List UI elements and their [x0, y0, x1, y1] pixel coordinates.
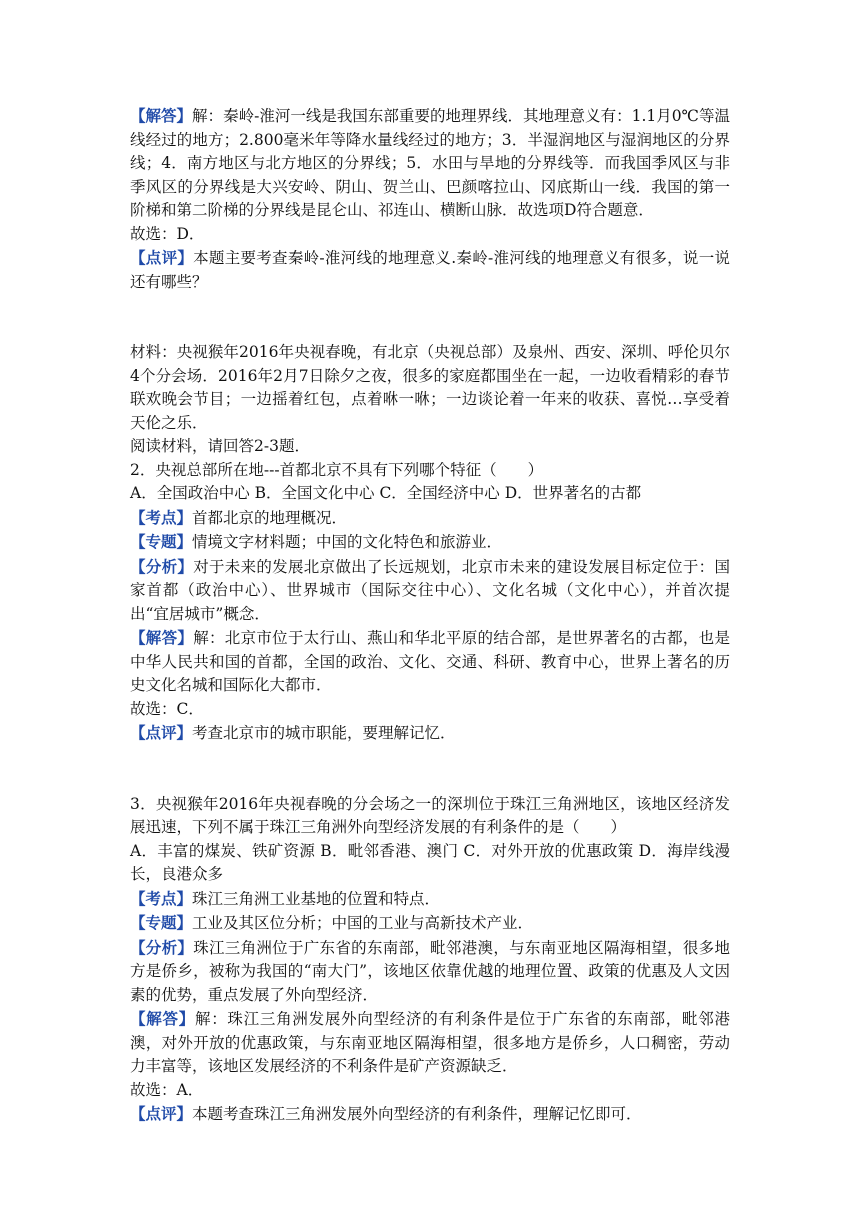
spacer [130, 746, 730, 793]
answer-text: 解：秦岭-淮河一线是我国东部重要的地理界线．其地理意义有：1.1月0℃等温线经过的地方；2.800毫米年等降水量线经过的地方；3．半湿润地区与湿润地区的分界线；4．南方地区与北方地区的分界线；5．水田与旱地的分界线等．而我国季风区与非季风区的分界线是大兴安岭、阴山、贺兰山、巴颜喀拉山、冈底斯山一线．我国的第一阶梯和第二阶梯的分界线是昆仑山、祁连山、横断山脉．故选项D符合题意． [130, 107, 730, 219]
q1-answer [130, 104, 730, 223]
q2-answer [130, 626, 730, 698]
q2-zhuanti [130, 530, 730, 555]
q1-choice: 故选：D． [130, 224, 205, 243]
zhuanti-tag: 【专题】 [130, 532, 193, 551]
review-tag: 【点评】 [130, 248, 194, 267]
review-tag: 【点评】 [130, 723, 193, 742]
material-text: 材料：央视猴年2016年央视春晚，有北京（央视总部）及泉州、西安、深圳、呼伦贝尔4个分会场．2016年2月7日除夕之夜，很多的家庭都围坐在一起，一边收看精彩的春节联欢晚会节目；一边摇着红包，点着咻一咻；一边谈论着一年来的收获、喜悦…享受着天伦之乐． [130, 343, 730, 432]
kaodian-tag: 【考点】 [130, 507, 193, 527]
material-instruction: 阅读材料，请回答2-3题． [130, 437, 310, 455]
q3-options: A．丰富的煤炭、铁矿资源 B．毗邻香港、澳门 C．对外开放的优惠政策 D．海岸线漫长，良港众多 [130, 841, 730, 883]
fenxi-tag: 【分析】 [130, 937, 194, 957]
zhuanti-text: 工业及其区位分析；中国的工业与高新技术产业． [192, 914, 534, 932]
q2-fenxi [130, 555, 730, 627]
document-page [130, 104, 730, 1127]
q2-kaodian [130, 506, 730, 531]
q3-question: 3．央视猴年2016年央视春晚的分会场之一的深圳位于珠江三角洲地区，该地区经济发展迅速，下列不属于珠江三角洲外向型经济发展的有利条件的是（ ） [130, 794, 730, 836]
answer-tag: 【解答】 [130, 628, 194, 647]
q2-review [130, 721, 730, 746]
answer-tag: 【解答】 [130, 106, 193, 125]
q2-options: A．全国政治中心 B．全国文化中心 C．全国经济中心 D．世界著名的古都 [130, 484, 642, 502]
kaodian-text: 珠江三角洲工业基地的位置和特点． [192, 889, 441, 908]
answer-text: 解：北京市位于太行山、燕山和华北平原的结合部，是世界著名的古都，也是中华人民共和国的首都，全国的政治、文化、交通、科研、教育中心，世界上著名的历史文化名城和国际化大都市． [130, 629, 730, 694]
q1-review [130, 246, 730, 294]
fenxi-text: 珠江三角洲位于广东省的东南部，毗邻港澳，与东南亚地区隔海相望，很多地方是侨乡，被称为我国的“南大门”，该地区依靠优越的地理位置、政策的优惠及人文因素的优势，重点发展了外向型经济． [130, 938, 730, 1004]
q3-choice: 故选：A． [130, 1080, 204, 1099]
review-text: 考查北京市的城市职能，要理解记忆． [192, 724, 456, 742]
q3-zhuanti [130, 911, 730, 936]
fenxi-tag: 【分析】 [130, 556, 194, 576]
zhuanti-text: 情境文字材料题；中国的文化特色和旅游业． [192, 533, 503, 551]
kaodian-text: 首都北京的地理概况． [192, 508, 348, 527]
q2-choice: 故选：C． [130, 699, 204, 718]
q3-kaodian [130, 887, 730, 912]
review-text: 本题考查珠江三角洲发展外向型经济的有利条件，理解记忆即可． [192, 1105, 642, 1123]
fenxi-text: 对于未来的发展北京做出了长远规划，北京市未来的建设发展目标定位于：国家首都（政治中心）、世界城市（国际交往中心）、文化名城（文化中心），并首次提出“宜居城市”概念． [130, 557, 730, 623]
review-text: 本题主要考查秦岭-淮河线的地理意义.秦岭-淮河线的地理意义有很多，说一说还有哪些？ [130, 249, 730, 291]
answer-tag: 【解答】 [130, 1009, 195, 1028]
zhuanti-tag: 【专题】 [130, 913, 193, 932]
kaodian-tag: 【考点】 [130, 888, 193, 908]
q3-answer [130, 1007, 730, 1079]
q2-question: 2．央视总部所在地---首都北京不具有下列哪个特征（ ） [130, 460, 544, 479]
q3-review [130, 1102, 730, 1127]
q3-fenxi [130, 936, 730, 1008]
answer-text: 解：珠江三角洲发展外向型经济的有利条件是位于广东省的东南部，毗邻港澳，对外开放的优惠政策，与东南亚地区隔海相望，很多地方是侨乡，人口稠密，劳动力丰富等，该地区发展经济的不利条件是矿产资源缺乏． [130, 1010, 730, 1075]
spacer [130, 294, 730, 341]
review-tag: 【点评】 [130, 1104, 193, 1123]
